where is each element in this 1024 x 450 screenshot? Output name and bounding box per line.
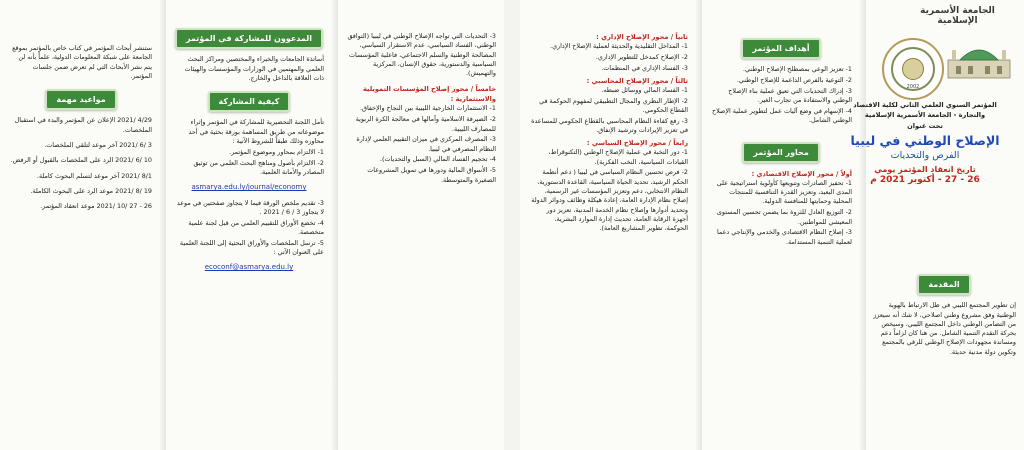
panel-participation bbox=[168, 0, 330, 450]
introduction-text: إن تطوير المجتمع الليبي في ظل الارتباط بالهوية الوطنية وفق مشروع وطني اصلاحي، لا شك أنه سيعزز من التضامن الوطني داخل المجتمع الليبي، وسيخص بحركة التقدم التنمية الشامل. من هنا كان لزاماً دعم ومساندة مجهودات الإصلاح الوطني للرقي بالمجتمع وتكوين دولة مدنية حديثة. bbox=[873, 301, 1016, 356]
axis1-title: أولاً / محور الإصلاح الاقتصادي : bbox=[751, 169, 852, 178]
sheet-gap bbox=[504, 0, 520, 450]
goal-item: 1- تعزيز الوعي بمصطلح الإصلاح الوطني. bbox=[742, 65, 852, 74]
panel-goals bbox=[704, 0, 858, 450]
axis4-item: 2- فرص تحسين النظام السياسي في ليبيا ( دعم أنظمة الحكم الرشيد، تحديد الحياة السياسية، القاعدة الدستورية، النظام الانتخابي، دعم وتعزيز المؤسسات غير الرسمية، إصلاح نظام الإدارة العامة، إعادة هيكلة وظائف ودوائر الدولة وتحديد أدوارها وإصلاح نظام الخدمة المدنية، تعزيز دور أجهزة الرقابة العامة، تحديث إدارة الموارد البشرية، الحوكمة، تطوير المشاريع العامة). bbox=[531, 168, 688, 233]
university-seal bbox=[882, 38, 944, 100]
invited-heading: المدعوون للمشاركة في المؤتمر bbox=[175, 28, 323, 49]
challenges-item: 3- التحديات التي تواجه الإصلاح الوطني في ليبيا (التوافق الوطني، الفساد السياسي، عدم الاستقرار السياسي، المصالحة الوطنية والسلم الاجتماعي، فاعلية المؤسسات السياسية والدستورية، حقوق الإنسان، المركزية والتهميش). bbox=[347, 32, 496, 78]
main-subtitle: الفرص والتحديات bbox=[890, 150, 960, 161]
axis5-item: 3- المصرف المركزي في ميزان التقييم العلمي لإدارة النظام المصرفي في ليبيا. bbox=[356, 135, 496, 153]
university-name-calligraphy: الجامعة الأسمرية الإسلامية bbox=[920, 6, 995, 26]
axes-heading: محاور المؤتمر bbox=[742, 142, 820, 163]
cover-title-area bbox=[830, 100, 1020, 185]
axis3-item: 2- الإطار النظري والمجال التطبيقي لمفهوم الحوكمة في القطاع الحكومي. bbox=[539, 96, 688, 114]
date-item: 4/29 /2021 الإعلان عن المؤتمر والبدء في استقبال الملخصات. bbox=[14, 116, 152, 134]
main-title: الإصلاح الوطني في ليبيا bbox=[850, 133, 1000, 148]
axis3-title: ثالثاً / محور الإصلاح المحاسبي : bbox=[586, 76, 688, 85]
conference-line-2: والتجارة - الجامعة الأسمرية الإسلامية bbox=[864, 111, 986, 119]
invited-text: أساتذة الجامعات والخبراء والمختصين ومراكز البحث العلمي والمهتمين في الوزارات والمؤسسات والهيئات ذات العلاقة بالداخل والخارج. bbox=[184, 55, 324, 82]
under-title-label: تحت عنوان bbox=[907, 122, 943, 130]
axis5-title: خامساً / محور إصلاح المؤسسات التمويلية والاستثمارية : bbox=[363, 85, 496, 104]
fold-line bbox=[696, 0, 702, 450]
condition-item: 2- الالتزام بأصول ومناهج البحث العلمي من توثيق المصادر والأمانة العلمية. bbox=[193, 158, 324, 176]
goal-item: 4- الإسهام في وضع آليات عمل لتطوير عملية الإصلاح الوطني الشامل. bbox=[711, 106, 852, 125]
axis3-item: 1- الفساد المالي ووسائل ضبطه. bbox=[601, 85, 688, 94]
axis1-item: 3- إصلاح النظام الاقتصادي والخدمي والإنتاجي دعما لعملية التنمية المستدامة. bbox=[716, 228, 852, 246]
important-dates-heading: مواعيد مهمة bbox=[45, 89, 116, 110]
axis5-item: 5- الأسواق المالية ودورها في تمويل المشروعات الصغيرة والمتوسطة. bbox=[367, 166, 496, 184]
seal-core bbox=[902, 58, 924, 80]
date-item: 26 - 27 /10 /2021 موعد انعقاد المؤتمر. bbox=[40, 202, 152, 211]
panel-axes bbox=[524, 0, 694, 450]
conference-line-1: المؤتمر السنوي العلمي الثاني لكلية الاقتصاد bbox=[853, 101, 997, 109]
axis2-item: 3- الفساد الإداري في المنظمات. bbox=[601, 63, 688, 72]
seal-year: 2002 bbox=[906, 84, 920, 90]
date-item: 19 /8 /2021 موعد الرد على البحوث الكاملة. bbox=[30, 186, 152, 195]
axis5-item: 1- الاستثمارات الخارجية الليبية بين النجاح والإخفاق. bbox=[359, 104, 496, 113]
axis2-item: 1- المداخل التقليدية والحديثة لعملية الإصلاح الإداري. bbox=[550, 42, 688, 50]
participation-intro: تأمل اللجنة التحضيرية للمشاركة في المؤتمر وإثراء موضوعاته من طريق المساهمة بورقة بحثية في أحد محاوره وذلك طبقاً للشروط الآتية : bbox=[188, 118, 324, 146]
condition-item: 1- الالتزام بمحاور وموضوع المؤتمر. bbox=[229, 147, 324, 156]
email-link[interactable]: ecoconf@asmarya.edu.ly bbox=[204, 263, 294, 272]
axis4-item: 1- دور النخبة في عملية الإصلاح الوطني (التكنوقراط، القيادات السياسية، النخب الفكرية). bbox=[548, 148, 688, 166]
panel-important-dates bbox=[4, 0, 158, 450]
goals-heading: أهداف المؤتمر bbox=[741, 38, 820, 59]
journal-link[interactable]: asmarya.edu.ly/journal/economy bbox=[191, 183, 307, 192]
condition-item: 3- تقديم ملخص الورقة فيما لا يتجاوز صفحتين في موعد لا يتجاوز 3 / 6 / 2021 . bbox=[176, 198, 324, 216]
condition-item: 4- تخضع الأوراق للتقييم العلمي من قبل لجنة علمية متخصصة. bbox=[188, 218, 324, 236]
axis1-item: 2- التوزيع العادل للثروة بما يضمن تحسين المستوى المعيشي للمواطنين. bbox=[716, 208, 852, 226]
participation-heading: كيفية المشاركة bbox=[208, 91, 291, 112]
axis3-item: 3- رفع كفاءة النظام المحاسبي بالقطاع الحكومي للمساعدة في تعزيز الإيرادات وترشيد الإنفاق. bbox=[531, 116, 688, 135]
condition-item: 5- ترسل الملخصات والأوراق البحثية إلى اللجنة العلمية على العنوان الآتي : bbox=[179, 238, 324, 257]
axis5-item: 2- الصيرفة الاسلامية وآمالها في معالجة الكرة الربوية للمصارف الليبية. bbox=[355, 115, 496, 133]
axis2-title: ثانياً / محور الإصلاح الإداري : bbox=[596, 33, 688, 41]
fold-line bbox=[332, 0, 338, 450]
goal-item: 2- التوعية بالفرص الداعمة للإصلاح الوطني. bbox=[736, 76, 852, 85]
axis1-item: 1- تحفيز الصادرات وتنويعها كأولوية استراتيجية على المدى البعيد، وتعزيز القدرة التنافسية للمنتجات المحلية وحمايتها للمنافسة الدولية. bbox=[716, 178, 852, 206]
axis5-item: 4- تحجيم الفساد المالي (السبل والتحديات). bbox=[379, 155, 496, 164]
date-value: 26 - 27 - أكتوبر 2021 م bbox=[870, 175, 980, 185]
date-item: 3 /6 /2021 آخر موعد لتلقي الملخصات. bbox=[44, 141, 152, 150]
university-building-icon bbox=[946, 42, 1012, 80]
goal-item: 3- إدراك التحديات التي تعيق عملية بناء الإصلاح الوطني والاستفادة من تجارب الغير. bbox=[728, 86, 852, 105]
date-item: 10 /6 /2021 الرد على الملخصات بالقبول أو الرفض. bbox=[10, 156, 152, 165]
axis4-title: رابعاً / محور الإصلاح السياسي : bbox=[586, 139, 688, 148]
introduction-heading: المقدمة bbox=[917, 274, 970, 295]
date-label: تاريخ انعقاد المؤتمر يومي bbox=[874, 165, 976, 174]
date-item: 8/1 /2021 آخر موعد لتسلم البحوث كاملة. bbox=[36, 171, 152, 180]
fold-line bbox=[160, 0, 166, 450]
panel-introduction bbox=[866, 268, 1022, 450]
panel-axes-continued bbox=[340, 0, 502, 450]
axis2-item: 2- الإصلاح كمدخل للتطوير الإداري. bbox=[595, 52, 688, 61]
publish-note: ستنشر أبحاث المؤتمر في كتاب خاص بالمؤتمر بموقع الجامعة على شبكة المعلومات الدولية، علماً بأنه لن يتم نشر الأبحاث التي لم تعرض ضمن جلسات المؤتمر. bbox=[12, 44, 152, 80]
